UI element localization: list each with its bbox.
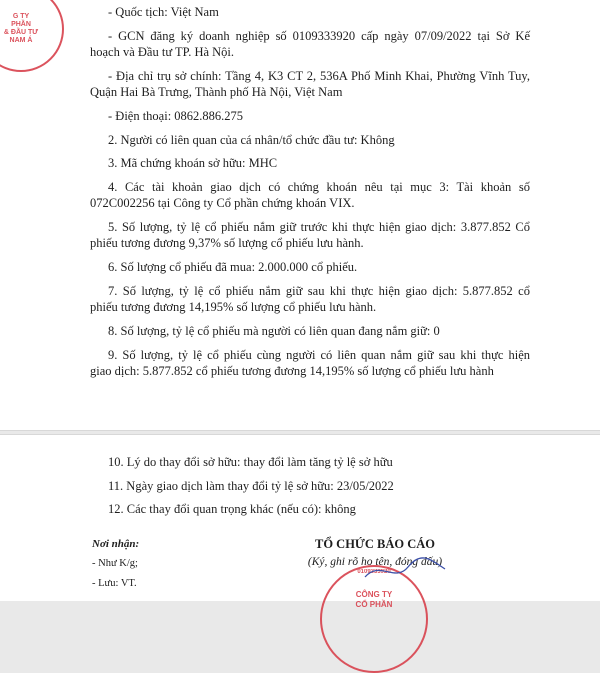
head-office-address-line: - Địa chỉ trụ sở chính: Tầng 4, K3 CT 2, 536A Phố Minh Khai, Phường Vĩnh Tuy, bbox=[108, 69, 530, 83]
item-9-combined-holdings: 9. Số lượng, tỷ lệ cổ phiếu cùng người có liên quan nắm giữ sau khi thực hiện bbox=[108, 348, 530, 362]
item-3-stock-code: 3. Mã chứng khoán sở hữu: MHC bbox=[108, 156, 278, 170]
seal-text: PHẦN bbox=[11, 21, 31, 28]
item-2-related-person: 2. Người có liên quan của cá nhân/tổ chức đầu tư: Không bbox=[108, 133, 395, 147]
seal-text: CỔ PHẦN bbox=[355, 600, 393, 610]
item-10-reason: 10. Lý do thay đổi sở hữu: thay đổi làm tăng tỷ lệ sở hữu bbox=[108, 455, 393, 469]
business-registration-line-cont: hoạch và Đầu tư TP. Hà Nội. bbox=[90, 45, 235, 59]
recipient-item: - Lưu: VT. bbox=[92, 578, 137, 589]
item-4-trading-accounts-cont: 072C002256 tại Công ty Cổ phần chứng khoán VIX. bbox=[90, 196, 355, 210]
seal-text: & ĐẦU TƯ bbox=[3, 29, 39, 36]
nationality-line: - Quốc tịch: Việt Nam bbox=[108, 5, 219, 19]
seal-text: G TY bbox=[12, 13, 30, 20]
item-11-transaction-date: 11. Ngày giao dịch làm thay đổi tỷ lệ sở hữu: 23/05/2022 bbox=[108, 479, 394, 493]
seal-text: CÔNG TY bbox=[355, 590, 393, 600]
head-office-address-line-cont: Quận Hai Bà Trưng, Thành phố Hà Nội, Việt Nam bbox=[90, 85, 343, 99]
reporting-org-title: TỔ CHỨC BÁO CÁO bbox=[314, 537, 436, 551]
recipient-item: - Như K/g; bbox=[92, 558, 138, 569]
phone-line: - Điện thoại: 0862.886.275 bbox=[108, 109, 244, 123]
item-7-holdings-after-cont: phiếu tương đương 14,195% số lượng cổ phiếu lưu hành. bbox=[90, 300, 377, 314]
signature-mark bbox=[360, 555, 450, 585]
item-7-holdings-after: 7. Số lượng, tỷ lệ cổ phiếu nắm giữ sau khi thực hiện giao dịch: 5.877.852 cổ bbox=[108, 284, 530, 298]
item-5-holdings-before: 5. Số lượng, tỷ lệ cổ phiếu nắm giữ trước khi thực hiện giao dịch: 3.877.852 Cổ bbox=[108, 220, 530, 234]
seal-ring-text: 0109333920 bbox=[357, 569, 391, 575]
item-8-related-holdings: 8. Số lượng, tỷ lệ cổ phiếu mà người có liên quan đang nắm giữ: 0 bbox=[108, 324, 440, 338]
item-9-combined-holdings-cont: giao dịch: 5.877.852 cổ phiếu tương đương 14,195% số lượng cổ phiếu lưu hành bbox=[90, 364, 494, 378]
recipients-title: Nơi nhận: bbox=[92, 538, 140, 550]
business-registration-line: - GCN đăng ký doanh nghiệp số 0109333920 cấp ngày 07/09/2022 tại Sở Kế bbox=[108, 29, 530, 43]
signature-note: (Ký, ghi rõ họ tên, đóng dấu) bbox=[307, 556, 443, 568]
company-seal-top bbox=[0, 0, 64, 72]
document-page-2 bbox=[0, 434, 600, 610]
item-4-trading-accounts: 4. Các tài khoản giao dịch có chứng khoán nêu tại mục 3: Tài khoản số bbox=[108, 180, 530, 194]
item-12-other-changes: 12. Các thay đổi quan trọng khác (nếu có): không bbox=[108, 502, 356, 516]
item-6-shares-bought: 6. Số lượng cổ phiếu đã mua: 2.000.000 cổ phiếu. bbox=[108, 260, 358, 274]
item-5-holdings-before-cont: phiếu tương đương 9,37% số lượng cổ phiếu lưu hành. bbox=[90, 236, 364, 250]
seal-text: NAM Á bbox=[9, 37, 33, 44]
